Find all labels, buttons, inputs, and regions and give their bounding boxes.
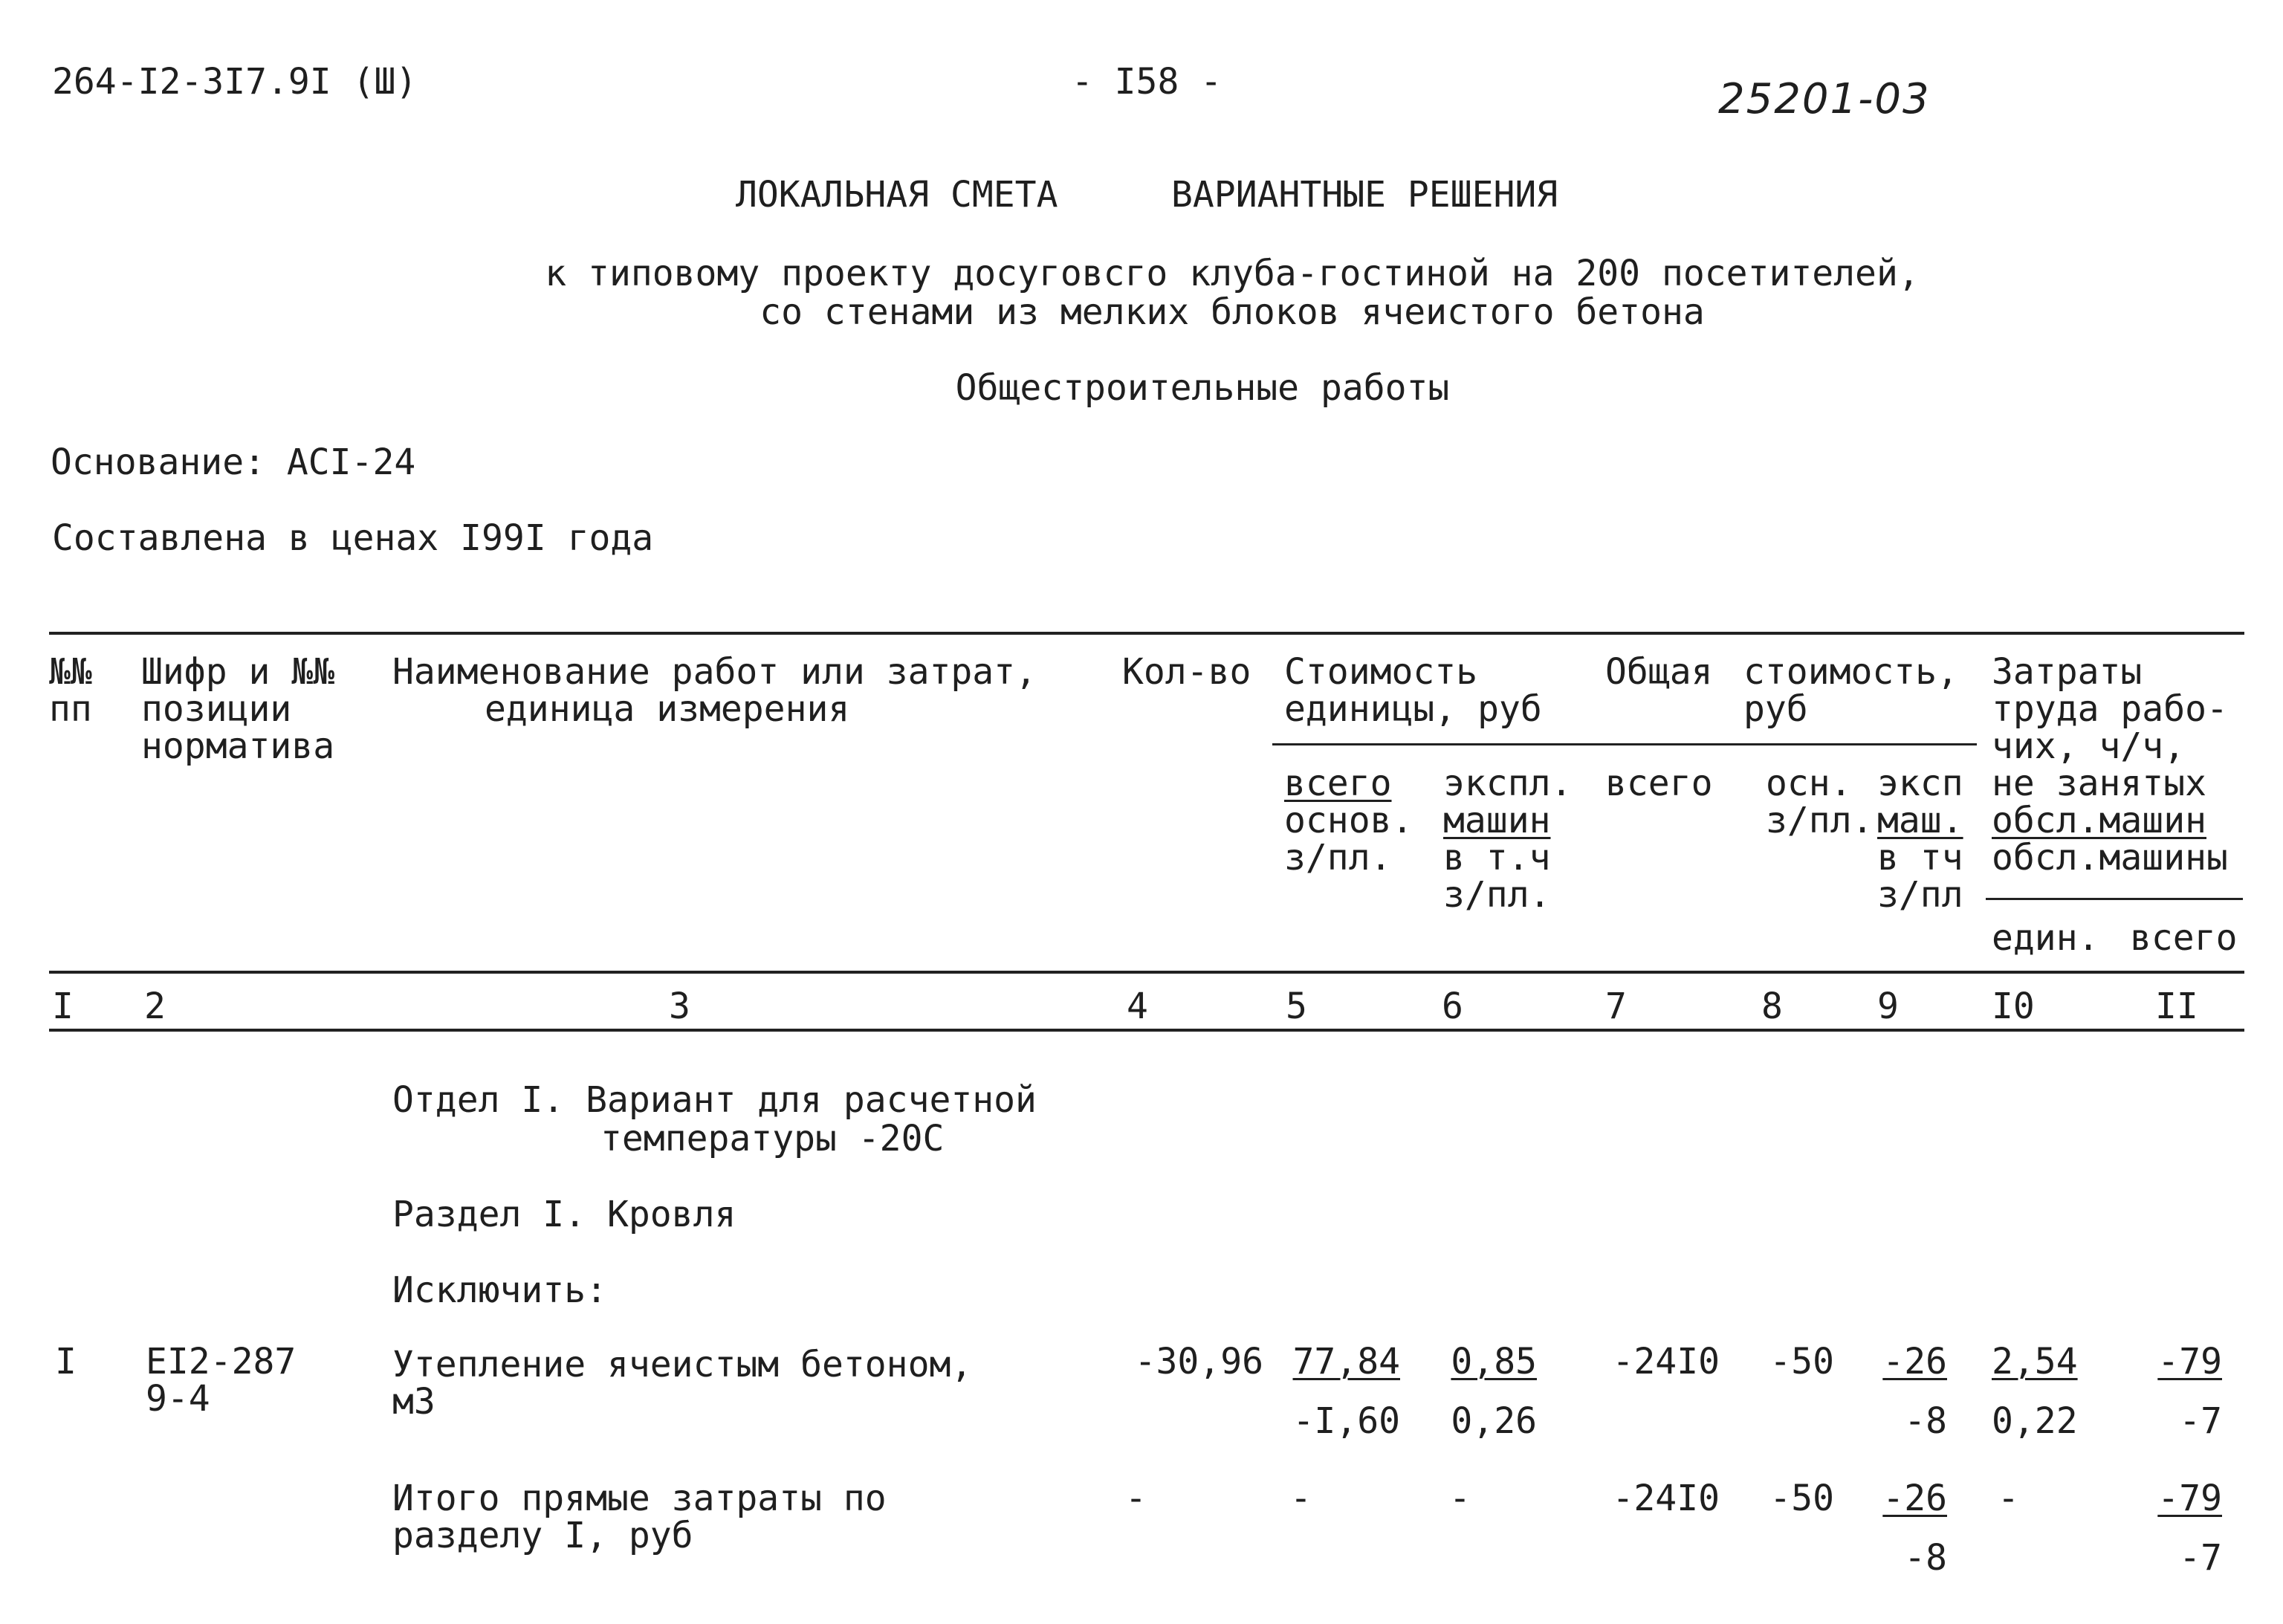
row-number: I xyxy=(55,1341,77,1382)
subtotal-labor-unit: - xyxy=(1998,1478,2019,1519)
column-numbers-rule xyxy=(49,1029,2244,1032)
row-qty: -30,96 xyxy=(1134,1341,1263,1382)
header-c6-3: в т.ч xyxy=(1443,837,1551,879)
header-c6-2: машин xyxy=(1443,800,1551,841)
header-labor-4: не занятых xyxy=(1992,763,2206,804)
section-otdel-1: Отдел I. Вариант для расчетной xyxy=(392,1079,1037,1121)
colnum-6: 6 xyxy=(1442,986,1463,1027)
subtotal-total-base-wage: -50 xyxy=(1769,1478,1834,1519)
header-code-3: норматива xyxy=(141,725,335,767)
subtotal-total: -24I0 xyxy=(1612,1478,1720,1519)
header-c5-3: з/пл. xyxy=(1284,837,1392,879)
page-number: - I58 - xyxy=(1071,61,1223,103)
header-c9-4: з/пл xyxy=(1877,874,1963,916)
header-c10: един. xyxy=(1992,917,2099,959)
header-unit-cost-1: Стоимость xyxy=(1284,651,1478,693)
header-total-cost-b1: стоимость, xyxy=(1743,651,1958,693)
header-bottom-rule xyxy=(49,971,2244,974)
header-c6-1: экспл. xyxy=(1443,763,1573,804)
subtotal-name-2: разделу I, руб xyxy=(392,1515,693,1556)
header-num-1: №№ xyxy=(49,651,92,693)
colnum-3: 3 xyxy=(669,986,690,1027)
header-num-2: пп xyxy=(49,688,92,730)
prices-line: Составлена в ценах I99I года xyxy=(52,517,654,559)
header-code-2: позиции xyxy=(141,688,292,730)
document-code: 264-I2-3I7.9I (Ш) xyxy=(52,61,418,103)
header-qty: Кол-во xyxy=(1122,651,1251,693)
header-total-cost-a: Общая xyxy=(1605,651,1713,693)
labor-subrule xyxy=(1986,898,2243,900)
row-total-base-wage: -50 xyxy=(1769,1341,1834,1382)
header-c11: всего xyxy=(2130,917,2238,959)
title-variant-solutions: ВАРИАНТНЫЕ РЕШЕНИЯ xyxy=(1171,174,1558,216)
section-otdel-2: температуры -20С xyxy=(600,1118,945,1159)
row-unit-base-wage: -I,60 xyxy=(1292,1400,1400,1442)
colnum-1: I xyxy=(52,986,74,1027)
title-works-type: Общестроительные работы xyxy=(955,367,1450,409)
row-code-1: ЕI2-287 xyxy=(146,1341,297,1382)
header-total-cost-b2: руб xyxy=(1743,688,1808,730)
row-total: -24I0 xyxy=(1612,1341,1720,1382)
handwritten-number: 25201-03 xyxy=(1718,75,1931,123)
colnum-4: 4 xyxy=(1127,986,1148,1027)
subtotal-labor-total: -79 xyxy=(2157,1478,2222,1519)
section-razdel: Раздел I. Кровля xyxy=(392,1194,736,1235)
subtotal-total-machine: -26 xyxy=(1882,1478,1947,1519)
header-c8-2: з/пл. xyxy=(1766,800,1874,841)
header-labor-2: труда рабо- xyxy=(1992,688,2228,730)
row-code-2: 9-4 xyxy=(146,1378,210,1420)
row-labor-total: -79 xyxy=(2157,1341,2222,1382)
row-unit-machine-wage: 0,26 xyxy=(1451,1400,1537,1442)
title-local-estimate: ЛОКАЛЬНАЯ СМЕТА xyxy=(736,174,1058,216)
row-name-2: м3 xyxy=(392,1381,435,1423)
header-c5-2: основ. xyxy=(1284,800,1413,841)
basis-line: Основание: АСI-24 xyxy=(51,441,416,483)
header-c9-2: маш. xyxy=(1877,800,1963,841)
row-total-machine-wage: -8 xyxy=(1904,1400,1947,1442)
header-c8-1: осн. xyxy=(1766,763,1852,804)
header-unit-cost-2: единицы, руб xyxy=(1284,688,1542,730)
header-c5-1: всего xyxy=(1284,763,1392,804)
colnum-5: 5 xyxy=(1286,986,1307,1027)
header-labor-1: Затраты xyxy=(1992,651,2143,693)
header-c7: всего xyxy=(1605,763,1713,804)
header-labor-6: обсл.машины xyxy=(1992,837,2228,879)
row-total-machine: -26 xyxy=(1882,1341,1947,1382)
subtotal-name-1: Итого прямые затраты по xyxy=(392,1478,887,1519)
header-labor-5: обсл.машин xyxy=(1992,800,2206,841)
colnum-2: 2 xyxy=(144,986,166,1027)
header-name-1: Наименование работ или затрат, xyxy=(392,651,1037,693)
header-name-2: единица измерения xyxy=(485,688,850,730)
title-project-line: к типовому проекту досуговсго клуба-гостиной на 200 посетителей, xyxy=(545,253,1920,294)
row-labor-unit-machine: 0,22 xyxy=(1992,1400,2078,1442)
title-walls-line: со стенами из мелких блоков ячеистого бетона xyxy=(760,291,1705,333)
header-c6-4: з/пл. xyxy=(1443,874,1551,916)
subtotal-qty: - xyxy=(1125,1478,1147,1519)
row-unit-machine: 0,85 xyxy=(1451,1341,1537,1382)
row-labor-unit: 2,54 xyxy=(1992,1341,2078,1382)
row-labor-total-machine: -7 xyxy=(2179,1400,2222,1442)
subtotal-labor-total-machine: -7 xyxy=(2179,1537,2222,1579)
header-c9-1: эксп xyxy=(1877,763,1963,804)
row-unit-total: 77,84 xyxy=(1292,1341,1400,1382)
colnum-7: 7 xyxy=(1605,986,1627,1027)
colnum-10: I0 xyxy=(1992,986,2035,1027)
row-name-1: Утепление ячеистым бетоном, xyxy=(392,1344,973,1385)
colnum-9: 9 xyxy=(1877,986,1899,1027)
subtotal-unit-machine: - xyxy=(1449,1478,1471,1519)
colnum-8: 8 xyxy=(1761,986,1783,1027)
header-c9-3: в тч xyxy=(1877,837,1963,879)
header-code-1: Шифр и №№ xyxy=(141,651,335,693)
section-exclude: Исключить: xyxy=(392,1269,607,1311)
header-labor-3: чих, ч/ч, xyxy=(1992,725,2186,767)
subtotal-unit-total: - xyxy=(1290,1478,1312,1519)
colnum-11: II xyxy=(2155,986,2198,1027)
table-top-rule xyxy=(49,632,2244,635)
subtotal-total-machine-wage: -8 xyxy=(1904,1537,1947,1579)
total-cost-subrule xyxy=(1605,743,1977,745)
